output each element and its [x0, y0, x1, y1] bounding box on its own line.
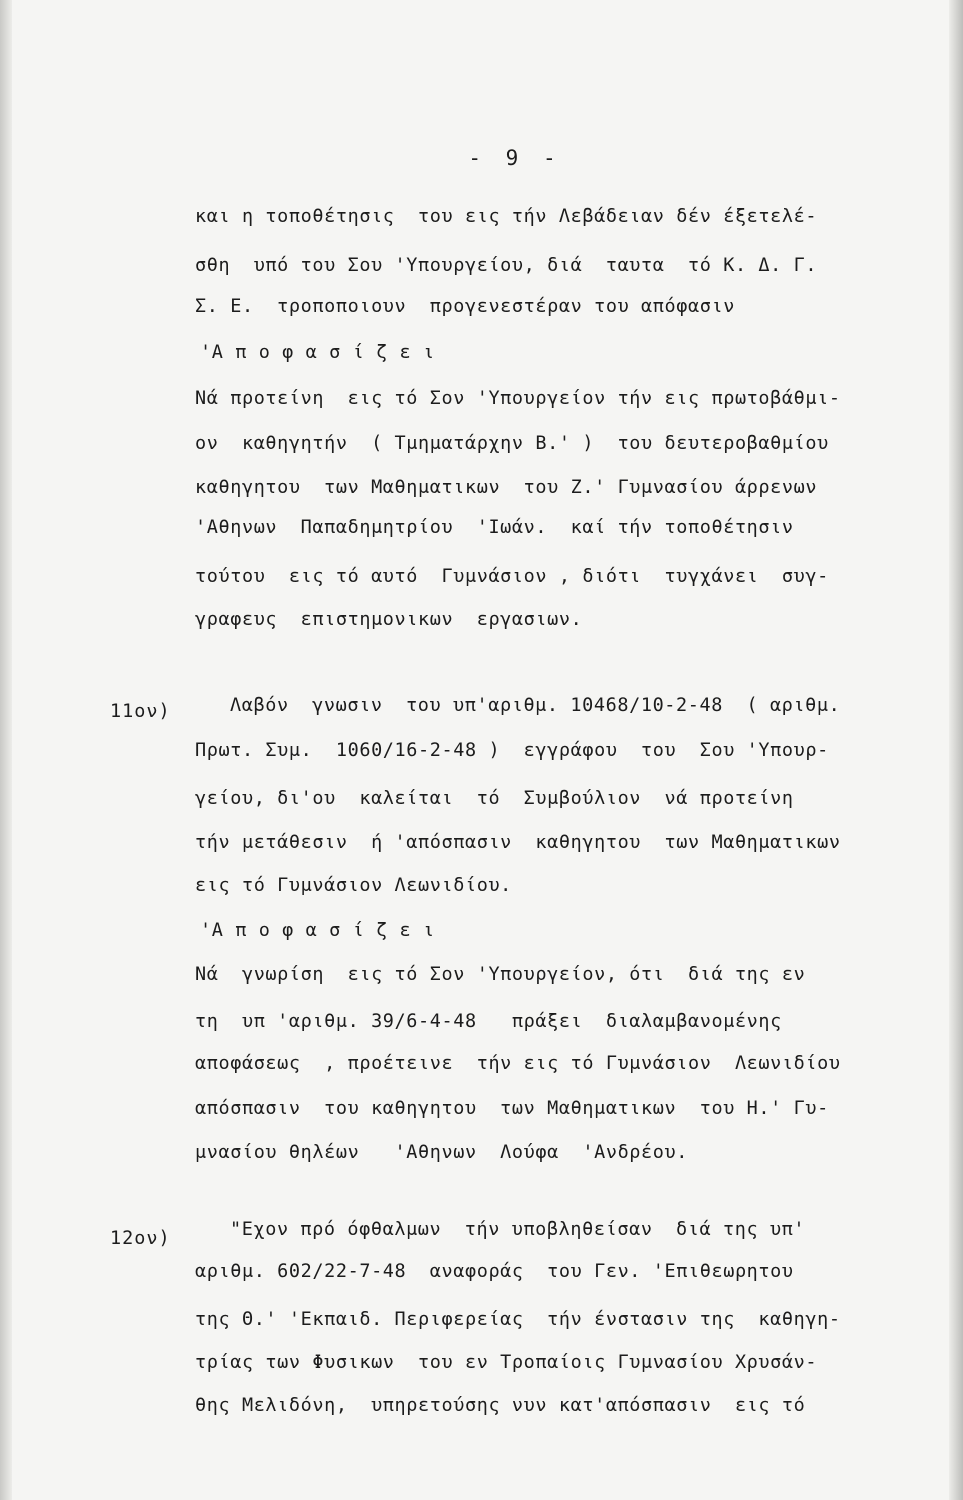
text-line: Σ. Ε. τροποποιουν προγενεστέραν του απόφασιν	[195, 296, 735, 317]
text-line: Νά προτείνη εις τό Σον 'Υπουργείον τήν εις πρωτοβάθμι-	[195, 388, 841, 409]
item-number: 11ον)	[110, 701, 171, 722]
text-line: Πρωτ. Συμ. 1060/16-2-48 ) εγγράφου του Σου 'Υπουρ-	[195, 740, 829, 761]
text-line: γραφευς επιστημονικων εργασιων.	[195, 609, 583, 630]
text-line: τη υπ 'αριθμ. 39/6-4-48 πράξει διαλαμβανομένης	[195, 1011, 782, 1032]
text-line: αριθμ. 602/22-7-48 αναφοράς του Γεν. 'Επιθεωρητου	[195, 1261, 794, 1282]
text-line: γείου, δι'ου καλείται τό Συμβούλιον νά προτείνη	[195, 788, 794, 809]
text-line: εις τό Γυμνάσιον Λεωνιδίου.	[195, 875, 512, 896]
text-line: "Εχον πρό όφθαλμων τήν υποβληθείσαν διά της υπ'	[230, 1219, 806, 1240]
decision-heading: 'Α π ο φ α σ ί ζ ε ι	[200, 920, 435, 941]
text-line: ον καθηγητήν ( Τμηματάρχην Β.' ) του δευτεροβαθμίου	[195, 433, 829, 454]
decision-heading: 'Α π ο φ α σ ί ζ ε ι	[200, 342, 435, 363]
page-number: - 9 -	[468, 146, 562, 170]
text-line: Νά γνωρίση εις τό Σον 'Υπουργείον, ότι διά της εν	[195, 964, 806, 985]
text-line: θης Μελιδόνη, υπηρετούσης νυν κατ'απόσπασιν εις τό	[195, 1395, 806, 1416]
text-line: τούτου εις τό αυτό Γυμνάσιον , διότι τυγχάνει συγ-	[195, 566, 829, 587]
right-paper-edge	[949, 0, 963, 1500]
text-line: αποφάσεως , προέτεινε τήν εις τό Γυμνάσιον Λεωνιδίου	[195, 1053, 841, 1074]
text-line: Λαβόν γνωσιν του υπ'αριθμ. 10468/10-2-48 ( αριθμ.	[230, 695, 841, 716]
text-line: και η τοποθέτησις του εις τήν Λεβάδειαν δέν έξετελέ-	[195, 206, 818, 227]
text-line: καθηγητου των Μαθηματικων του Ζ.' Γυμνασίου άρρενων	[195, 477, 818, 498]
text-line: απόσπασιν του καθηγητου των Μαθηματικων του Η.' Γυ-	[195, 1098, 829, 1119]
text-line: μνασίου θηλέων 'Αθηνων Λούφα 'Ανδρέου.	[195, 1142, 688, 1163]
text-line: 'Αθηνων Παπαδημητρίου 'Ιωάν. καί τήν τοποθέτησιν	[195, 517, 794, 538]
item-number: 12ον)	[110, 1228, 171, 1249]
text-line: σθη υπό του Σου 'Υπουργείου, διά ταυτα τό Κ. Δ. Γ.	[195, 255, 818, 276]
left-paper-edge	[0, 0, 12, 1500]
text-line: τήν μετάθεσιν ή 'απόσπασιν καθηγητου των Μαθηματικων	[195, 832, 841, 853]
text-line: της Θ.' 'Εκπαιδ. Περιφερείας τήν ένστασιν της καθηγη-	[195, 1309, 841, 1330]
text-line: τρίας των Φυσικων του εν Τροπαίοις Γυμνασίου Χρυσάν-	[195, 1352, 818, 1373]
